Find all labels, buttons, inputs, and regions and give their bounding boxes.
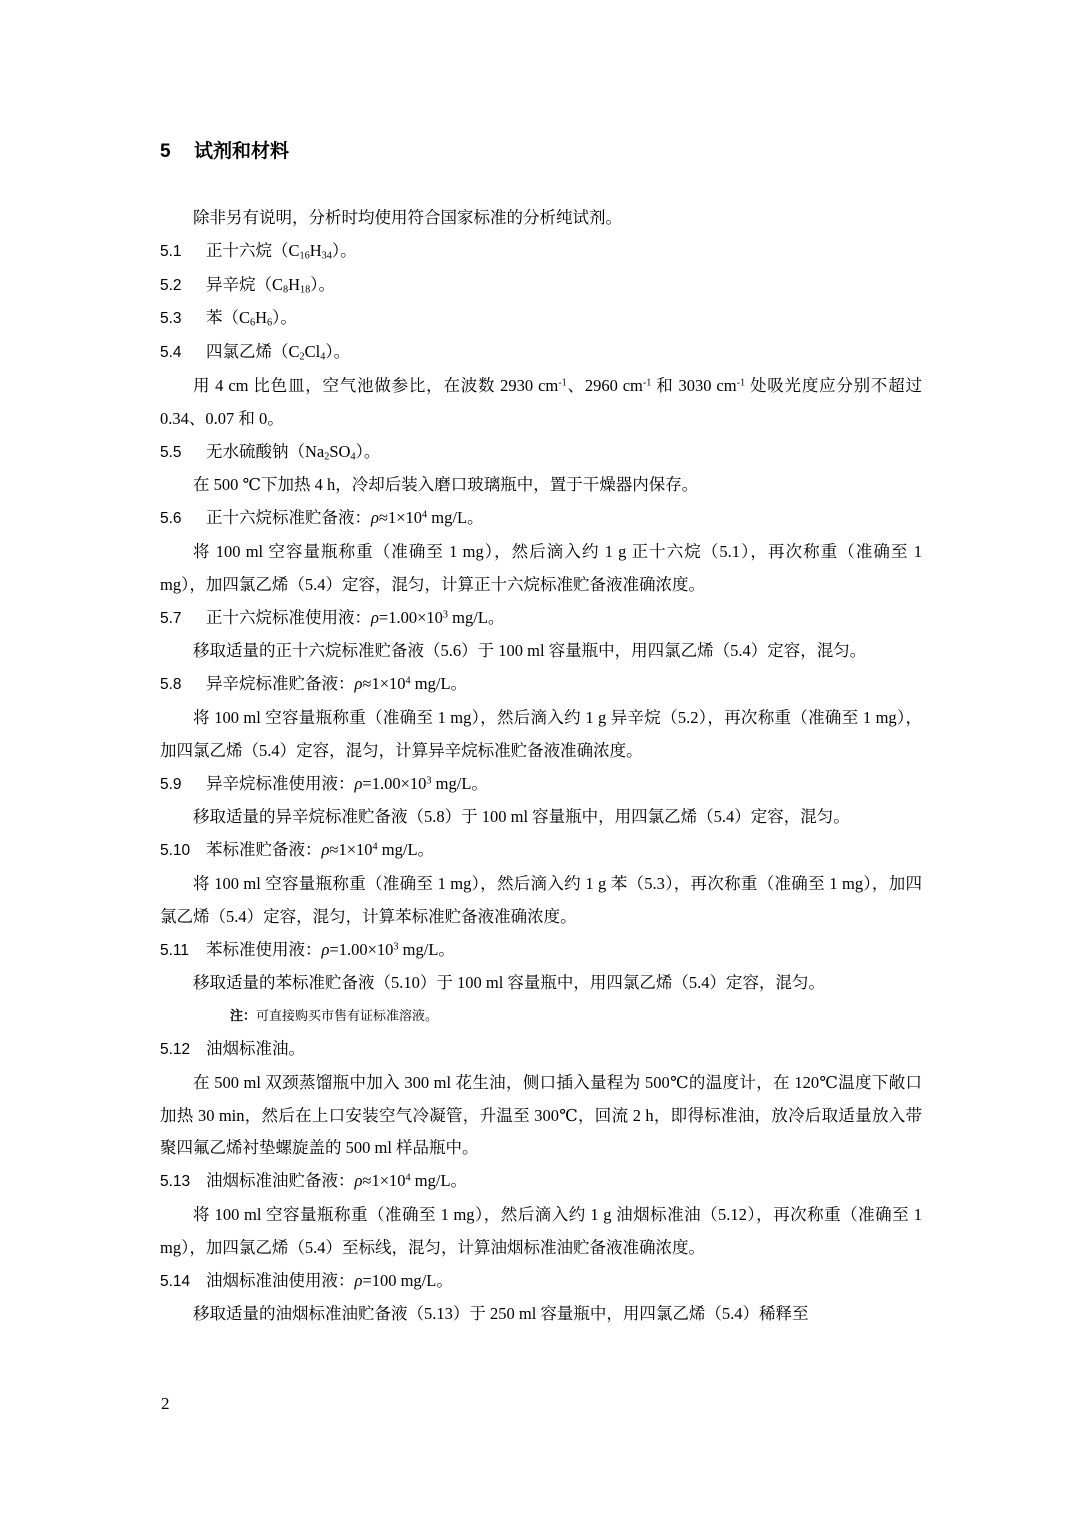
paragraph: 将 100 ml 空容量瓶称重（准确至 1 mg），然后滴入约 1 g 苯（5.3），再次称重（准确至 1 mg），加四氯乙烯（5.4）定容，混匀，计算苯标准贮备液准确浓度。 [160, 873, 922, 926]
clause-text: 正十六烷标准使用液：$\rho=1.00\times 10^3$ mg/L。 [206, 607, 505, 627]
clause-number: 5.11 [160, 941, 190, 959]
clause-number: 5.7 [160, 609, 182, 627]
clause-text: 四氯乙烯$(C_2Cl_4)$。 [206, 342, 351, 363]
clause-number: 5.6 [160, 510, 182, 528]
page-number: 2 [161, 1394, 170, 1413]
clause-5-7 [160, 602, 922, 636]
paragraph: 将 100 ml 空容量瓶称重（准确至 1 mg），然后滴入约 1 g 正十六烷（5.1），再次称重（准确至 1 mg），加四氯乙烯（5.4）定容，混匀，计算正十六烷标准贮备液准确浓度。 [160, 541, 922, 594]
clause-5-3 [160, 302, 922, 336]
clause-number: 5.13 [160, 1173, 191, 1191]
note-text: 可直接购买市售有证标准溶液。 [256, 1008, 439, 1024]
clause-5-14 [160, 1265, 922, 1299]
document-content [160, 140, 922, 1331]
clause-text: 苯标准贮备液：$\rho\approx 1\times 10^4$ mg/L。 [206, 840, 435, 860]
note-line [160, 1000, 922, 1033]
clause-5-2 [160, 269, 922, 303]
clause-5-1 [160, 235, 922, 269]
clause-number: 5.2 [160, 276, 182, 294]
clause-number: 5.14 [160, 1272, 191, 1290]
clause-text: 异辛烷标准贮备液：$\rho\approx 1\times 10^4$ mg/L。 [206, 674, 468, 694]
section-heading [160, 140, 922, 164]
paragraph: 除非另有说明，分析时均使用符合国家标准的分析纯试剂。 [193, 208, 622, 227]
document-body [160, 202, 922, 1331]
clause-5-9 [160, 768, 922, 802]
clause-text: 油烟标准油使用液：ρ=100 mg/L。 [206, 1270, 453, 1290]
paragraph: 将 100 ml 空容量瓶称重（准确至 1 mg），然后滴入约 1 g 异辛烷（5.2），再次称重（准确至 1 mg），加四氯乙烯（5.4）定容，混匀，计算异辛烷标准贮备液准确浓度。 [160, 707, 922, 760]
section-number: 5 [160, 141, 171, 162]
clause-number: 5.5 [160, 443, 182, 461]
paragraph: 移取适量的异辛烷标准贮备液（5.8）于 100 ml 容量瓶中，用四氯乙烯（5.4）定容，混匀。 [193, 807, 850, 827]
clause-number: 5.4 [160, 344, 182, 362]
paragraph: 在 500 ml 双颈蒸馏瓶中加入 300 ml 花生油，侧口插入量程为 500℃的温度计，在 120℃温度下敞口加热 30 min，然后在上口安装空气冷凝管，升温至 300℃，回流 2 h，即得标准油，放冷后取适量放入带聚四氟乙烯衬垫螺旋盖的 500 ml 样品瓶中。 [160, 1072, 922, 1158]
clause-5-11 [160, 934, 922, 968]
clause-text: 苯标准使用液：$\rho=1.00\times 10^3$ mg/L。 [206, 939, 455, 959]
clause-text: 异辛烷标准使用液：$\rho=1.00\times 10^3$ mg/L。 [206, 773, 488, 793]
paragraph: 将 100 ml 空容量瓶称重（准确至 1 mg），然后滴入约 1 g 油烟标准油（5.12），再次称重（准确至 1 mg），加四氯乙烯（5.4）至标线，混匀，计算油烟标准油贮备液准确浓度。 [160, 1204, 922, 1257]
clause-number: 5.9 [160, 775, 182, 793]
clause-text: 油烟标准油。 [206, 1038, 305, 1058]
clause-5-13 [160, 1165, 922, 1199]
paragraph: 移取适量的正十六烷标准贮备液（5.6）于 100 ml 容量瓶中，用四氯乙烯（5.4）定容，混匀。 [193, 641, 867, 661]
clause-number: 5.1 [160, 242, 182, 260]
paragraph: 用 4 cm 比色皿，空气池做参比，在波数 2930 $cm^{-1}$、2960 $cm^{-1}$ 和 3030 $cm^{-1}$ 处吸光度应分别不超过 0.34、0.07 和 0。 [160, 375, 922, 428]
paragraph: 在 500 ℃下加热 4 h，冷却后装入磨口玻璃瓶中，置于干燥器内保存。 [193, 475, 699, 495]
clause-5-5 [160, 436, 922, 470]
clause-text: 苯$(C_6H_6)$。 [206, 308, 297, 329]
clause-text: 油烟标准油贮备液：$\rho\approx 1\times 10^4$ mg/L。 [206, 1171, 468, 1191]
paragraph: 移取适量的油烟标准油贮备液（5.13）于 250 ml 容量瓶中，用四氯乙烯（5.4）稀释至 [193, 1304, 809, 1324]
clause-5-10 [160, 834, 922, 868]
note-label: 注： [230, 1008, 257, 1024]
clause-text: 无水硫酸钠$(Na_2SO_4)$。 [206, 441, 381, 463]
section-title: 试剂和材料 [194, 141, 290, 162]
clause-number: 5.8 [160, 676, 182, 694]
clause-text: 正十六烷标准贮备液：$\rho\approx 1\times 10^4$ mg/L。 [206, 508, 484, 528]
clause-text: 正十六烷$(C_{16}H_{34})$。 [206, 240, 357, 262]
clause-5-12 [160, 1033, 922, 1067]
clause-5-4 [160, 336, 922, 370]
clause-text: 异辛烷$(C_8H_{18})$。 [206, 274, 336, 296]
clause-number: 5.10 [160, 842, 191, 860]
paragraph: 移取适量的苯标准贮备液（5.10）于 100 ml 容量瓶中，用四氯乙烯（5.4）定容，混匀。 [193, 973, 826, 993]
clause-number: 5.12 [160, 1040, 191, 1058]
clause-number: 5.3 [160, 310, 182, 328]
clause-5-8 [160, 668, 922, 702]
clause-5-6 [160, 502, 922, 536]
